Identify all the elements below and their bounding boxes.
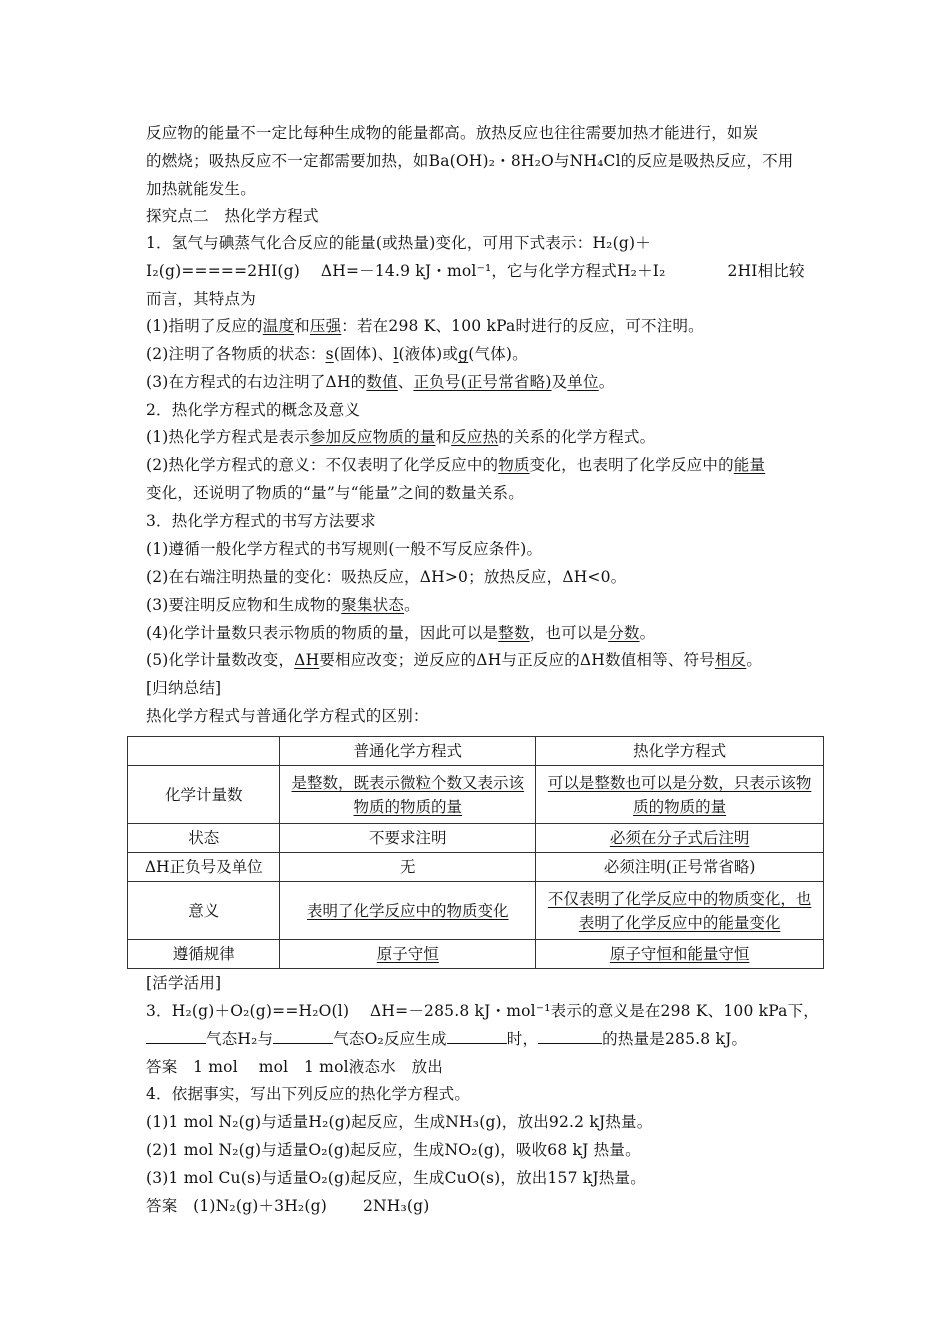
text: 、 <box>397 373 414 391</box>
practice-tag: [活学活用] <box>146 974 222 992</box>
text: (5)化学计量数改变， <box>146 651 295 669</box>
text: 的热量是285.8 kJ。 <box>602 1030 748 1048</box>
answer-underline: 温度 <box>262 317 295 335</box>
text: 和 <box>294 317 310 335</box>
answer-underline: 整数 <box>498 624 530 642</box>
point1-line-2 <box>146 260 805 282</box>
q4-title: 4．依据事实，写出下列反应的热化学方程式。 <box>146 1085 471 1103</box>
intro-line-3: 加热就能发生。 <box>146 180 256 198</box>
answer-underline: 聚集状态 <box>341 596 405 614</box>
equation-comparison: 2HI相比较 <box>727 262 805 280</box>
q4-answer <box>146 1195 430 1217</box>
text: 。 <box>639 624 656 642</box>
text: 时， <box>506 1030 539 1048</box>
cell-text: 表明了化学反应中的物质变化 <box>307 901 509 920</box>
table-cell: 不要求注明 <box>280 824 536 853</box>
blank-line <box>273 1028 333 1044</box>
text: 及 <box>551 373 568 391</box>
summary-intro: 热化学方程式与普通化学方程式的区别： <box>146 707 429 725</box>
answer-underline: l <box>393 345 399 363</box>
text: (1)热化学方程式是表示 <box>146 428 310 446</box>
cell-text: 不仅表明了化学反应中的物质变化，也表明了化学反应中的能量变化 <box>547 889 812 932</box>
cell-text: 原子守恒 <box>376 945 439 963</box>
q3-answer: 答案 1 mol mol 1 mol液态水 放出 <box>146 1058 443 1076</box>
table-row <box>128 940 824 969</box>
text: 2NH₃(g) <box>362 1197 430 1215</box>
point2-item-1 <box>146 426 655 448</box>
text: (2)注明了各物质的状态： <box>146 345 326 363</box>
text: 答案 (1)N₂(g)＋3H₂(g) <box>146 1197 327 1215</box>
row-label: 遵循规律 <box>128 940 280 969</box>
blank-line <box>538 1028 602 1044</box>
table-cell <box>536 766 824 824</box>
text: 。 <box>404 596 420 614</box>
point1-item-1 <box>146 315 704 337</box>
text: 要相应改变；逆反应的ΔH与正反应的ΔH数值相等、符号 <box>319 651 715 669</box>
text: (2)热化学方程式的意义：不仅表明了化学反应中的 <box>146 456 499 474</box>
point3-item-5 <box>146 649 762 671</box>
table-header-cell: 普通化学方程式 <box>280 737 536 766</box>
point3-item-1: (1)遵循一般化学方程式的书写规则(一般不写反应条件)。 <box>146 540 543 558</box>
q4-item-1: (1)1 mol N₂(g)与适量H₂(g)起反应，生成NH₃(g)，放出92.2 kJ热量。 <box>146 1113 653 1131</box>
table-cell <box>280 882 536 940</box>
row-label: 意义 <box>128 882 280 940</box>
text: ：若在298 K、100 kPa时进行的反应，可不注明。 <box>341 317 704 335</box>
answer-underline: 能量 <box>733 456 766 474</box>
q4-item-2: (2)1 mol N₂(g)与适量O₂(g)起反应，生成NO₂(g)，吸收68 kJ 热量。 <box>146 1141 641 1159</box>
table-cell <box>536 824 824 853</box>
point1-line-1: 1．氢气与碘蒸气化合反应的能量(或热量)变化，可用下式表示：H₂(g)＋ <box>146 234 651 252</box>
intro-line-2: 的燃烧；吸热反应不一定都需要加热，如Ba(OH)₂・8H₂O与NH₄Cl的反应是吸热反应，不用 <box>146 152 794 170</box>
table-cell <box>280 766 536 824</box>
table-row <box>128 882 824 940</box>
text: 。 <box>598 373 615 391</box>
blank-line <box>447 1028 507 1044</box>
answer-underline: 数值 <box>366 373 398 391</box>
text: ，也可以是 <box>529 624 609 642</box>
table-cell <box>280 940 536 969</box>
q4-item-3: (3)1 mol Cu(s)与适量O₂(g)起反应，生成CuO(s)，放出157 kJ热量。 <box>146 1169 646 1187</box>
table-cell: 必须注明(正号常省略) <box>536 853 824 882</box>
text: 变化，也表明了化学反应中的 <box>529 456 734 474</box>
point2-item-2-cont: 变化，还说明了物质的“量”与“能量”之间的数量关系。 <box>146 484 524 502</box>
table-header-cell: 热化学方程式 <box>536 737 824 766</box>
text: 的关系的化学方程式。 <box>498 428 656 446</box>
comparison-table <box>127 736 824 969</box>
point3-item-3 <box>146 594 420 616</box>
table-row <box>128 853 824 882</box>
equation-text: I₂(g)=====2HI(g) ΔH=－14.9 kJ・mol⁻¹，它与化学方程式H₂＋I₂ <box>146 262 666 280</box>
cell-text: 必须在分子式后注明 <box>609 829 750 847</box>
answer-underline: 正负号(正号常省略) <box>413 373 552 391</box>
point2-title: 2．热化学方程式的概念及意义 <box>146 401 361 419</box>
point1-item-3 <box>146 371 614 393</box>
point3-item-4 <box>146 622 655 644</box>
point1-item-2 <box>146 343 528 365</box>
answer-underline: 压强 <box>309 317 342 335</box>
text: (3)在方程式的右边注明了ΔH的 <box>146 373 367 391</box>
answer-underline: 单位 <box>567 373 599 391</box>
text: (液体)或 <box>398 345 459 363</box>
text: 气态H₂与 <box>206 1030 274 1048</box>
table-header-cell <box>128 737 280 766</box>
text: (3)要注明反应物和生成物的 <box>146 596 342 614</box>
section-title: 探究点二 热化学方程式 <box>146 207 319 225</box>
point1-line-3: 而言，其特点为 <box>146 290 256 308</box>
answer-underline: s <box>325 345 334 363</box>
q3-line-2 <box>146 1028 747 1050</box>
answer-underline: 相反 <box>714 651 747 669</box>
table-header-row <box>128 737 824 766</box>
answer-underline: 参加反应物质的量 <box>309 428 436 446</box>
blank-line <box>146 1028 206 1044</box>
text: 。 <box>746 651 763 669</box>
text: (4)化学计量数只表示物质的物质的量，因此可以是 <box>146 624 499 642</box>
point2-item-2 <box>146 454 765 476</box>
answer-underline: 物质 <box>498 456 530 474</box>
answer-underline: ΔH <box>294 651 320 669</box>
answer-underline: 分数 <box>608 624 640 642</box>
text: 和 <box>435 428 452 446</box>
table-row <box>128 824 824 853</box>
answer-underline: 反应热 <box>451 428 499 446</box>
table-cell <box>536 882 824 940</box>
answer-underline: g <box>458 345 469 363</box>
point3-title: 3．热化学方程式的书写方法要求 <box>146 512 376 530</box>
text: (1)指明了反应的 <box>146 317 263 335</box>
text: (气体)。 <box>468 345 528 363</box>
table-cell: 无 <box>280 853 536 882</box>
cell-text: 原子守恒和能量守恒 <box>609 945 750 963</box>
row-label: 状态 <box>128 824 280 853</box>
intro-line-1: 反应物的能量不一定比每种生成物的能量都高。放热反应也往往需要加热才能进行，如炭 <box>146 124 759 142</box>
text: 气态O₂反应生成 <box>333 1030 447 1048</box>
text: (固体)、 <box>333 345 394 363</box>
row-label: ΔH正负号及单位 <box>128 853 280 882</box>
q3-line-1: 3．H₂(g)＋O₂(g)==H₂O(l) ΔH=－285.8 kJ・mol⁻¹表示的意义是在298 K、100 kPa下， <box>146 1002 819 1020</box>
summary-tag: [归纳总结] <box>146 679 222 697</box>
table-cell <box>536 940 824 969</box>
row-label: 化学计量数 <box>128 766 280 824</box>
table-row <box>128 766 824 824</box>
point3-item-2: (2)在右端注明热量的变化：吸热反应，ΔH>0；放热反应，ΔH<0。 <box>146 568 627 586</box>
cell-text: 是整数，既表示微粒个数又表示该物质的物质的量 <box>291 773 525 816</box>
cell-text: 可以是整数也可以是分数，只表示该物质的物质的量 <box>547 773 812 816</box>
